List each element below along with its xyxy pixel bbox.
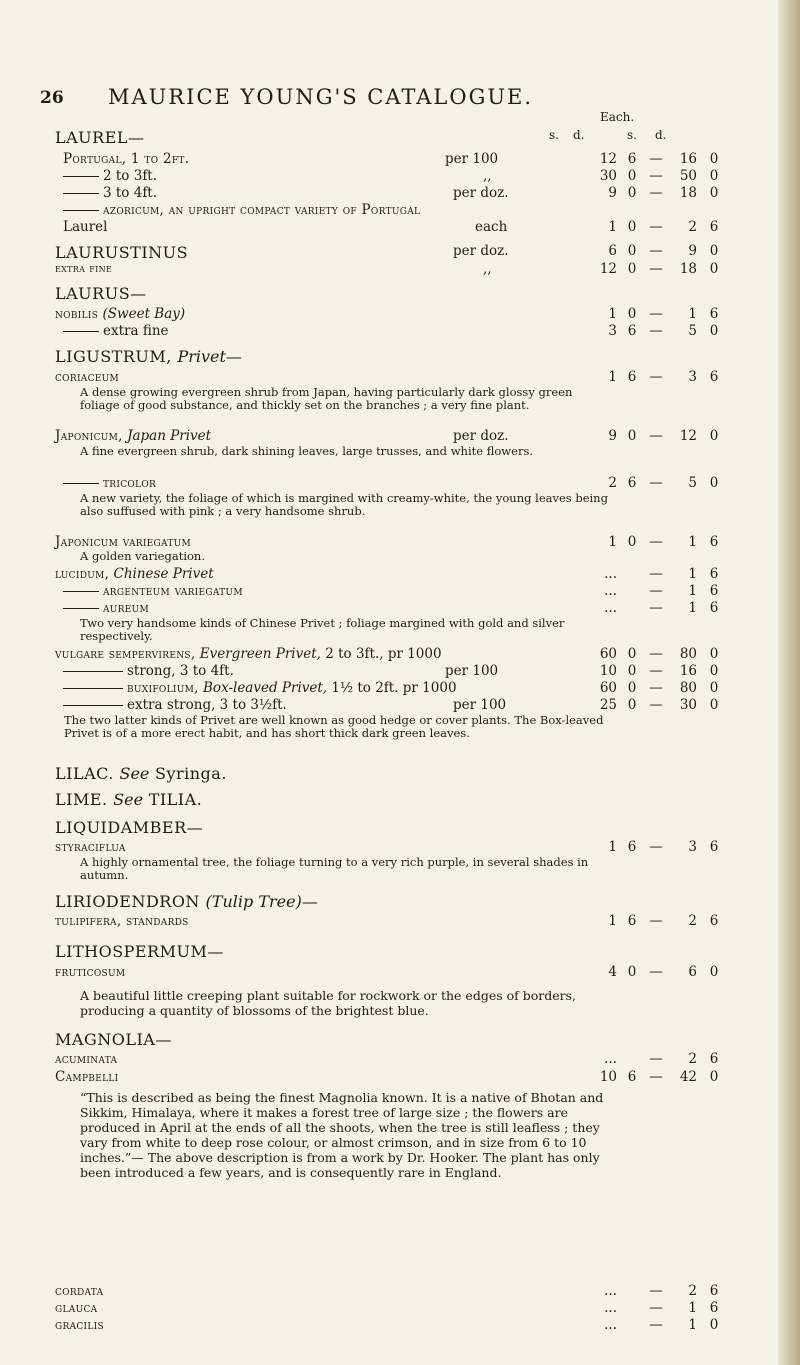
price-row: tricolor 2 6 — 5 0 xyxy=(55,475,715,493)
description: A highly ornamental tree, the foliage turning to a very rich purple, in several shades in autumn. xyxy=(80,855,589,882)
section-laurus-title: LAURUS— xyxy=(55,284,147,303)
ditto-dash xyxy=(63,193,99,194)
column-d1: d. xyxy=(573,128,585,142)
section-liriodendron-title: LIRIODENDRON (Tulip Tree)— xyxy=(55,892,318,911)
ditto-dash xyxy=(63,331,99,332)
price-row: extra fine ,, 12 0 — 18 0 xyxy=(55,261,719,277)
price-row: cordata ... — 2 6 xyxy=(55,1283,719,1299)
price-row: buxifolium, Box-leaved Privet, 1½ to 2ft. pr 1000 60 0 — 80 0 xyxy=(55,680,715,698)
ditto-dash xyxy=(63,483,99,484)
price-row: coriaceum 1 6 — 3 6 xyxy=(55,369,719,385)
price-row: strong, 3 to 4ft. per 100 10 0 — 16 0 xyxy=(55,663,715,681)
ditto-dash xyxy=(63,688,123,689)
price-row: styraciflua 1 6 — 3 6 xyxy=(55,839,719,855)
description: A fine evergreen shrub, dark shining leaves, large trusses, and white flowers. xyxy=(80,444,533,458)
section-lime: LIME. See TILIA. xyxy=(55,790,203,809)
description: “This is described as being the finest Magnolia known. It is a native of Bhotan and Sikkim, Himalaya, where it makes a forest tree of large size ; the flowers are produced in April at the ends of all the shoots, when the tree is still leafless ; they vary from white to deep rose colour, or almost crimson, and in size from 6 to 10 inches.”— The above description is from a work by Dr. Hooker. The plant has only been introduced a few years, and is consequently rare in England. xyxy=(80,1090,604,1180)
column-s2: s. xyxy=(627,128,637,142)
ditto-dash xyxy=(63,176,99,177)
price-row: lucidum, Chinese Privet ... — 1 6 xyxy=(55,566,719,582)
section-laurustinus-title: LAURUSTINUS xyxy=(55,243,189,262)
ditto-dash xyxy=(63,210,99,211)
column-d2: d. xyxy=(655,128,667,142)
description: Two very handsome kinds of Chinese Privet ; foliage margined with gold and silver respectively. xyxy=(80,616,565,643)
price-row: 2 to 3ft. ,, 30 0 — 50 0 xyxy=(55,168,715,186)
price-row: acuminata ... — 2 6 xyxy=(55,1051,719,1067)
price-row: tulipifera, standards 1 6 — 2 6 xyxy=(55,913,719,929)
description: A dense growing evergreen shrub from Japan, having particularly dark glossy green foliage of good substance, and thickly set on the branches ; a very fine plant. xyxy=(80,385,573,412)
column-s1: s. xyxy=(549,128,559,142)
price-row: LAURUSTINUS per doz. 6 0 — 9 0 xyxy=(55,243,719,262)
description: A golden variegation. xyxy=(80,549,205,563)
column-each: Each. xyxy=(600,110,635,124)
price-row: fruticosum 4 0 — 6 0 xyxy=(55,964,719,980)
ditto-dash xyxy=(63,591,99,592)
price-row: 3 to 4ft. per doz. 9 0 — 18 0 xyxy=(55,185,715,203)
price-row: gracilis ... — 1 0 xyxy=(55,1317,719,1333)
section-lilac: LILAC. See Syringa. xyxy=(55,764,227,783)
description: The two latter kinds of Privet are well known as good hedge or cover plants. The Box-leaved Privet is of a more erect habit, and has short thick dark green leaves. xyxy=(64,713,604,740)
price-row: Campbelli 10 6 — 42 0 xyxy=(55,1069,719,1085)
section-lithospermum-title: LITHOSPERMUM— xyxy=(55,942,224,961)
description: A beautiful little creeping plant suitable for rockwork or the edges of borders, producing a quantity of blossoms of the brightest blue. xyxy=(80,988,577,1018)
section-magnolia-title: MAGNOLIA— xyxy=(55,1030,172,1049)
price-row: extra fine 3 6 — 5 0 xyxy=(55,323,715,341)
ditto-dash xyxy=(63,608,99,609)
price-row: extra strong, 3 to 3½ft. per 100 25 0 — 30 0 xyxy=(55,697,715,715)
price-row: nobilis (Sweet Bay) 1 0 — 1 6 xyxy=(55,306,719,322)
page-number: 26 xyxy=(40,88,64,108)
section-liquidamber-title: LIQUIDAMBER— xyxy=(55,818,204,837)
price-row: argenteum variegatum ... — 1 6 xyxy=(55,583,715,601)
price-row: azoricum, an upright compact variety of Portugal xyxy=(55,202,715,220)
running-title: MAURICE YOUNG'S CATALOGUE. xyxy=(108,85,534,109)
price-row: Japonicum variegatum 1 0 — 1 6 xyxy=(55,534,719,550)
price-row: Portugal, 1 to 2ft. per 100 12 6 — 16 0 xyxy=(63,151,719,167)
price-row: glauca ... — 1 6 xyxy=(55,1300,719,1316)
price-row: Japonicum, Japan Privet per doz. 9 0 — 12 0 xyxy=(55,428,719,444)
description: A new variety, the foliage of which is margined with creamy-white, the young leaves being also suffused with pink ; a very handsome shrub. xyxy=(80,491,608,518)
price-row: Laurel each 1 0 — 2 6 xyxy=(63,219,719,235)
ditto-dash xyxy=(63,705,123,706)
price-row: aureum ... — 1 6 xyxy=(55,600,715,618)
section-laurel-title: LAUREL— xyxy=(55,128,145,147)
page-edge xyxy=(778,0,800,1365)
section-ligustrum-title: LIGUSTRUM, Privet— xyxy=(55,347,242,366)
ditto-dash xyxy=(63,671,123,672)
price-row: vulgare sempervirens, Evergreen Privet, 2 to 3ft., pr 1000 60 0 — 80 0 xyxy=(55,646,719,662)
